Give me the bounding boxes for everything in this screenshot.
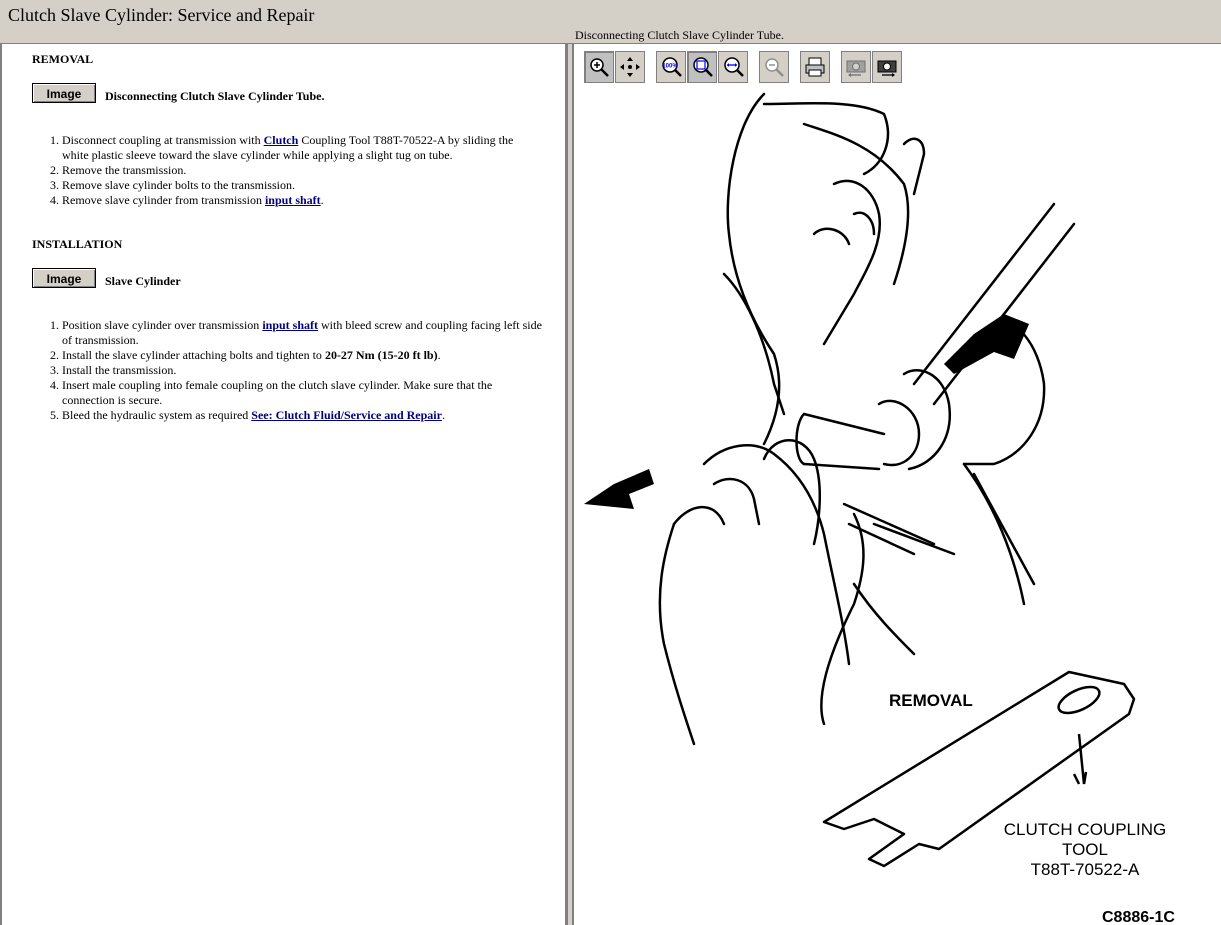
list-item: 2. Install the slave cylinder attaching bolts and tighten to 20-27 Nm (15-20 ft lb). [62, 348, 542, 363]
viewer-toolbar [584, 48, 1219, 84]
removal-image-button[interactable]: Image [32, 83, 96, 103]
zoom-width-icon[interactable] [718, 51, 748, 83]
figure-code: C8886-1C [1102, 909, 1175, 925]
installation-heading: INSTALLATION [32, 237, 123, 251]
zoom-in-icon[interactable] [584, 51, 614, 83]
torque-spec: 20-27 Nm (15-20 ft lb) [324, 348, 438, 362]
print-icon[interactable] [800, 51, 830, 83]
list-item: 3. Remove slave cylinder bolts to the transmission. [62, 178, 542, 193]
zoom-out-icon[interactable] [759, 51, 789, 83]
list-item: 5. Bleed the hydraulic system as required See: Clutch Fluid/Service and Repair. [62, 408, 542, 423]
list-item: 2. Remove the transmission. [62, 163, 542, 178]
installation-image-label: Slave Cylinder [105, 274, 181, 288]
arrow-right-icon [944, 314, 1029, 374]
clutch-drawing [660, 94, 1074, 744]
removal-steps [32, 133, 542, 208]
arrow-left-icon [584, 469, 654, 509]
input-shaft-link[interactable]: input shaft [264, 193, 321, 207]
camera-prev-icon[interactable] [841, 51, 871, 83]
document-pane[interactable] [0, 44, 568, 925]
tool-name-line2: TOOL [1062, 840, 1108, 859]
list-item: 3. Install the transmission. [62, 363, 542, 378]
list-item: 1. Position slave cylinder over transmission input shaft with bleed screw and coupling facing left side of transmission. [62, 318, 542, 348]
clutch-fluid-link[interactable]: See: Clutch Fluid/Service and Repair [251, 408, 442, 422]
installation-steps [32, 318, 542, 423]
clutch-link[interactable]: Clutch [263, 133, 299, 147]
pan-icon[interactable] [615, 51, 645, 83]
image-viewer-pane[interactable] [572, 44, 1221, 925]
removal-heading: REMOVAL [32, 52, 94, 66]
input-shaft-link[interactable]: input shaft [262, 318, 318, 332]
zoom-100-icon[interactable] [656, 51, 686, 83]
tool-part-number: T88T-70522-A [1030, 860, 1140, 879]
camera-next-icon[interactable] [872, 51, 902, 83]
arrow-shapes [584, 314, 1029, 509]
list-item: 4. Insert male coupling into female coupling on the clutch slave cylinder. Make sure that the connection is secure. [62, 378, 542, 408]
window-title: Clutch Slave Cylinder: Service and Repair [8, 5, 315, 25]
list-item: 1. Disconnect coupling at transmission with Clutch Coupling Tool T88T-70522-A by sliding the white plastic sleeve toward the slave cylinder while applying a slight tug on tube. [62, 133, 542, 163]
illustration [574, 84, 1221, 925]
zoom-100-text: 100% [662, 63, 678, 70]
list-item: 4. Remove slave cylinder from transmission input shaft. [62, 193, 542, 208]
installation-image-button[interactable]: Image [32, 268, 96, 288]
removal-image-label: Disconnecting Clutch Slave Cylinder Tube. [105, 89, 325, 103]
zoom-fit-icon[interactable] [687, 51, 717, 83]
tool-name-line1: CLUTCH COUPLING [1003, 820, 1167, 839]
image-caption: Disconnecting Clutch Slave Cylinder Tube. [575, 28, 784, 42]
removal-label: REMOVAL [889, 691, 973, 710]
